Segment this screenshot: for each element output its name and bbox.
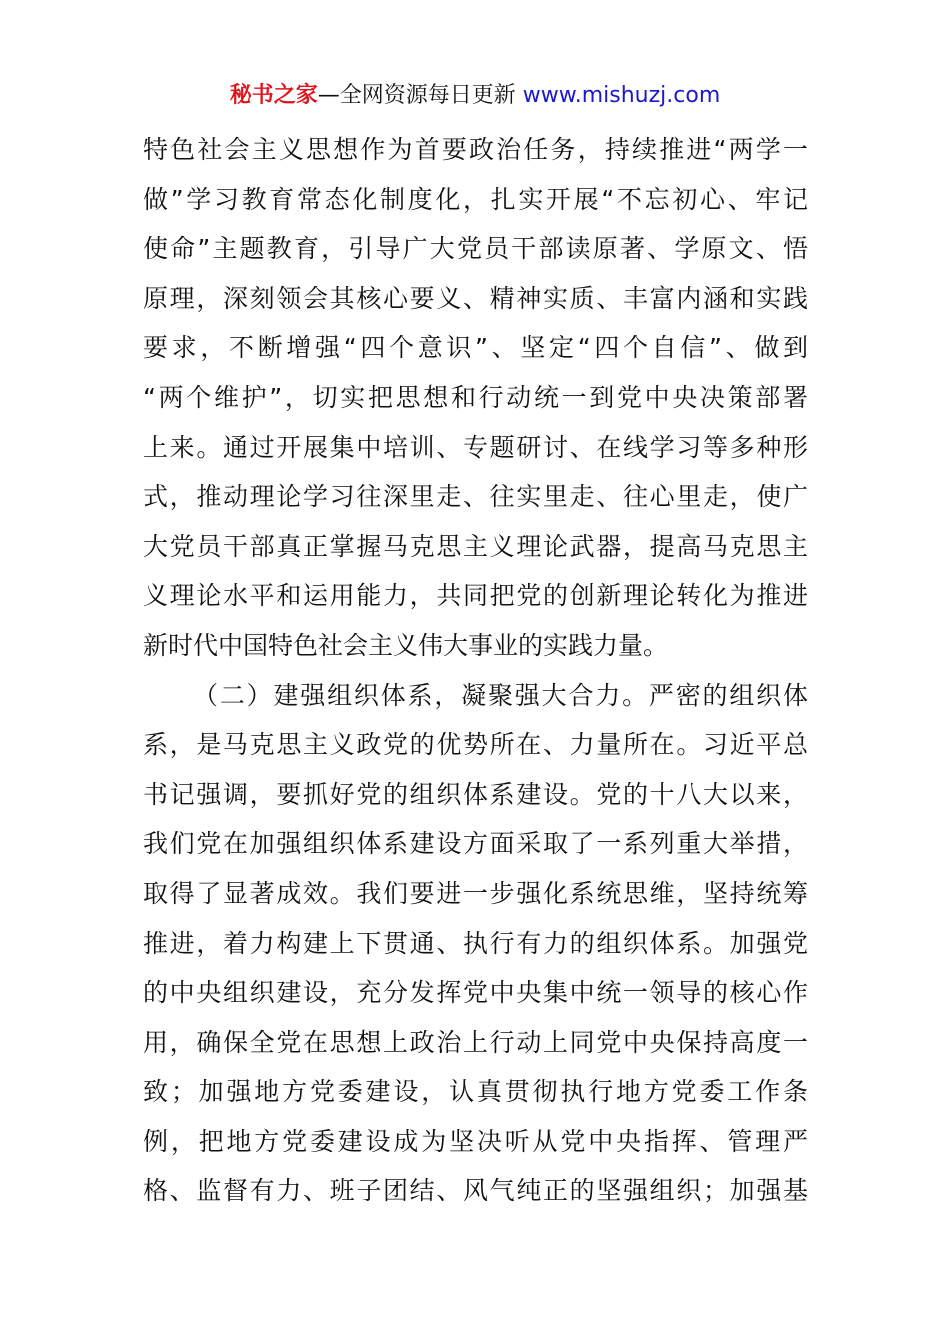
- section-heading-line: （二）建强组织体系，凝聚强大合力。严密的组织体: [193, 680, 808, 710]
- document-body: [143, 125, 808, 1216]
- text-line: 新时代中国特色社会主义伟大事业的实践力量。: [143, 630, 669, 660]
- page-header: [0, 80, 950, 112]
- text-line: 推进，着力构建上下贯通、执行有力的组织体系。加强党: [143, 928, 808, 958]
- paragraph-2: [143, 671, 808, 1217]
- text-line: 例，把地方党委建设成为坚决听从党中央指挥、管理严: [143, 1126, 808, 1156]
- text-line: 义理论水平和运用能力，共同把党的创新理论转化为推进: [143, 581, 808, 611]
- text-line: 取得了显著成效。我们要进一步强化系统思维，坚持统筹: [143, 878, 808, 908]
- text-line: 式，推动理论学习往深里走、往实里走、往心里走，使广: [143, 482, 808, 512]
- text-line: 特色社会主义思想作为首要政治任务，持续推进“两学一: [143, 135, 808, 164]
- text-line: 格、监督有力、班子团结、风气纯正的坚强组织；加强基: [143, 1176, 808, 1206]
- text-line: 使命”主题教育，引导广大党员干部读原著、学原文、悟: [143, 234, 808, 264]
- text-line: 原理，深刻领会其核心要义、精神实质、丰富内涵和实践: [143, 283, 808, 313]
- text-line: 做”学习教育常态化制度化，扎实开展“不忘初心、牢记: [143, 184, 808, 214]
- brand-name: 秘书之家: [229, 83, 318, 108]
- text-line: 要求，不断增强“四个意识”、坚定“四个自信”、做到: [143, 333, 808, 363]
- text-line: “两个维护”，切实把思想和行动统一到党中央决策部署: [143, 382, 808, 412]
- header-tagline: —全网资源每日更新: [317, 83, 523, 108]
- text-line: 的中央组织建设，充分发挥党中央集中统一领导的核心作: [143, 978, 808, 1008]
- text-line: 我们党在加强组织体系建设方面采取了一系列重大举措，: [143, 829, 808, 859]
- text-line: 用，确保全党在思想上政治上行动上同党中央保持高度一: [143, 1027, 808, 1057]
- text-line: 上来。通过开展集中培训、专题研讨、在线学习等多种形: [143, 432, 808, 462]
- site-url-link[interactable]: www.mishuzj.com: [522, 83, 721, 108]
- text-line: 书记强调，要抓好党的组织体系建设。党的十八大以来，: [143, 779, 808, 809]
- text-line: 致；加强地方党委建设，认真贯彻执行地方党委工作条: [143, 1077, 808, 1107]
- paragraph-1: [143, 125, 808, 671]
- text-line: 大党员干部真正掌握马克思主义理论武器，提高马克思主: [143, 531, 808, 561]
- text-line: 系，是马克思主义政党的优势所在、力量所在。习近平总: [143, 730, 808, 760]
